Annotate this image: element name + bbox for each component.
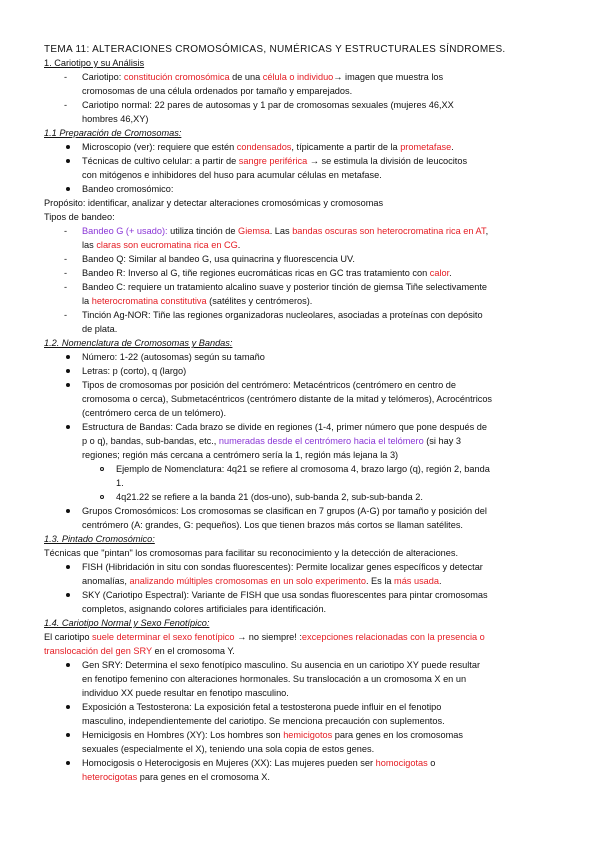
letras-line: Letras: p (corto), q (largo) <box>82 366 187 376</box>
bullet-dot <box>66 565 70 569</box>
sky-line-1: SKY (Cariotipo Espectral): Variante de FISH que usa sondas fluorescentes para pintar cromosomas <box>82 590 488 600</box>
bullet-dot <box>66 705 70 709</box>
bullet-dot <box>66 663 70 667</box>
bullet-dot <box>66 733 70 737</box>
tecnicas-line-1: Técnicas de cultivo celular: a partir de sangre periférica → se estimula la división de leucocitos <box>82 156 468 166</box>
pintado-intro-line: Técnicas que "pintan" los cromosomas para facilitar su reconocimiento y la detección de alteraciones. <box>44 548 459 558</box>
hemicigosis-line-1: Hemicigosis en Hombres (XY): Los hombres son hemicigotos para genes en los cromosomas <box>82 730 463 740</box>
cariotipo-normal-line-2: hombres 46,XY) <box>82 114 149 124</box>
bullet-dot <box>66 761 70 765</box>
dash-bullet: - <box>64 268 68 278</box>
bandeo-c-line-2: la heterocromatina constitutiva (satélites y centrómeros). <box>82 296 313 306</box>
grupos-line-1: Grupos Cromosómicos: Los cromosomas se clasifican en 7 grupos (A-G) por tamaño y posición del <box>82 506 487 516</box>
bullet-dot <box>66 383 70 387</box>
section-heading-1-4: 1.4. Cariotipo Normal y Sexo Fenotípico: <box>44 618 210 628</box>
cariotipo-line-2: cromosomas de una célula ordenados por tamaño y emparejados. <box>82 86 353 96</box>
dash-bullet: - <box>64 282 68 292</box>
bandeo-r-line: Bandeo R: Inverso al G, tiñe regiones eucromáticas ricas en GC tras tratamiento con calor. <box>82 268 452 278</box>
bullet-dot <box>66 159 70 163</box>
dash-bullet: - <box>64 226 68 236</box>
sky-line-2: completos, asignando colores artificiales para identificación. <box>82 604 327 614</box>
fish-line-2: anomalías, analizando múltiples cromosomas en un solo experimento. Es la más usada. <box>82 576 442 586</box>
bandeo-c-line-1: Bandeo C: requiere un tratamiento alcalino suave y posterior tinción de giemsa Tiñe selectivamente <box>82 282 487 292</box>
dash-bullet: - <box>64 310 68 320</box>
sexo-intro-line-2: translocación del gen SRY en el cromosoma Y. <box>44 646 235 656</box>
cariotipo-normal-line-1: Cariotipo normal: 22 pares de autosomas y 1 par de cromosomas sexuales (mujeres 46,XX <box>82 100 454 110</box>
grupos-line-2: centrómero (A: grandes, G: pequeños). Los que tienen brazos más cortos se llaman satélites. <box>82 520 463 530</box>
ejemplo2-line: 4q21.22 se refiere a la banda 21 (dos-uno), sub-banda 2, sub-sub-banda 2. <box>116 492 423 502</box>
bullet-dot <box>66 509 70 513</box>
section-heading-1: 1. Cariotipo y su Análisis <box>44 58 145 68</box>
page-title: TEMA 11: ALTERACIONES CROMOSÓMICAS, NUMÉRICAS Y ESTRUCTURALES SÍNDROMES. <box>44 44 506 55</box>
tipos-cromosomas-line-1: Tipos de cromosomas por posición del centrómero: Metacéntricos (centrómero en centro de <box>82 380 456 390</box>
bullet-dot <box>66 355 70 359</box>
bullet-dot <box>66 187 70 191</box>
section-heading-1-3: 1.3. Pintado Cromosómico: <box>44 534 155 544</box>
estructura-line-3: regiones; región más cercana a centrómero sería la 1, región más lejana la 3) <box>82 450 399 460</box>
tipos-bandeo-line: Tipos de bandeo: <box>44 212 115 222</box>
ag-nor-line-2: de plata. <box>82 324 118 334</box>
microscopio-line: Microscopio (ver): requiere que estén condensados, típicamente a partir de la prometafase. <box>82 142 454 152</box>
bullet-dot <box>66 369 70 373</box>
bandeo-q-line: Bandeo Q: Similar al bandeo G, usa quinacrina y fluorescencia UV. <box>82 254 355 264</box>
numero-line: Número: 1-22 (autosomas) según su tamaño <box>82 352 265 362</box>
sexo-intro-line-1: El cariotipo suele determinar el sexo fenotípico → no siempre! :excepciones relacionadas con la presencia o <box>44 632 485 642</box>
tipos-cromosomas-line-2: cromosoma o cerca), Submetacéntricos (centrómero distante de la mitad y telómeros), Acrocéntricos <box>82 394 493 404</box>
estructura-line-1: Estructura de Bandas: Cada brazo se divide en regiones (1-4, primer número que pone después de <box>82 422 488 432</box>
tecnicas-line-2: con mitógenos e inhibidores del huso para acumular células en metafase. <box>82 170 382 180</box>
estructura-line-2: p o q), bandas, sub-bandas, etc., numeradas desde el centrómero hacia el telómero (si hay 3 <box>82 436 461 446</box>
section-heading-1-1: 1.1 Preparación de Cromosomas: <box>44 128 182 138</box>
dash-bullet: - <box>64 72 68 82</box>
section-heading-1-2: 1.2. Nomenclatura de Cromosomas y Bandas: <box>44 338 233 348</box>
sub-bullet-ring <box>100 467 104 471</box>
bullet-dot <box>66 145 70 149</box>
bandeo-g-line-1: Bandeo G (+ usado): utiliza tinción de Giemsa. Las bandas oscuras son heterocromatina rica en AT, <box>82 226 489 236</box>
homocigosis-line-1: Homocigosis o Heterocigosis en Mujeres (XX): Las mujeres pueden ser homocigotas o <box>82 758 436 768</box>
sub-bullet-ring <box>100 495 104 499</box>
bandeo-line: Bandeo cromosómico: <box>82 184 174 194</box>
proposito-line: Propósito: identificar, analizar y detectar alteraciones cromosómicas y cromosomas <box>44 198 384 208</box>
sry-line-1: Gen SRY: Determina el sexo fenotípico masculino. Su ausencia en un cariotipo XY puede resultar <box>82 660 481 670</box>
bullet-dot <box>66 425 70 429</box>
hemicigosis-line-2: sexuales (especialmente el X), teniendo una sola copia de estos genes. <box>82 744 375 754</box>
bullet-dot <box>66 593 70 597</box>
cariotipo-line-1: Cariotipo: constitución cromosómica de una célula o individuo→ imagen que muestra los <box>82 72 444 82</box>
exposicion-line-2: masculino, independientemente del cariotipo. Se menciona precaución con suplementos. <box>82 716 445 726</box>
ag-nor-line-1: Tinción Ag-NOR: Tiñe las regiones organizadoras nucleolares, asociadas a proteínas con depósito <box>82 310 483 320</box>
dash-bullet: - <box>64 254 68 264</box>
bandeo-g-line-2: las claras son eucromatina rica en CG. <box>82 240 241 250</box>
homocigosis-line-2: heterocigotas para genes en el cromosoma X. <box>82 772 270 782</box>
sry-line-3: individuo XX puede resultar en fenotipo masculino. <box>82 688 289 698</box>
dash-bullet: - <box>64 100 68 110</box>
ejemplo-line-2: 1. <box>116 478 124 488</box>
sry-line-2: en fenotipo femenino con alteraciones hormonales. Su translocación a un cromosoma X en un <box>82 674 467 684</box>
fish-line-1: FISH (Hibridación in situ con sondas fluorescentes): Permite localizar genes específicos y detectar <box>82 562 483 572</box>
ejemplo-line-1: Ejemplo de Nomenclatura: 4q21 se refiere al cromosoma 4, brazo largo (q), región 2, banda <box>116 464 490 474</box>
exposicion-line-1: Exposición a Testosterona: La exposición fetal a testosterona puede influir en el fenotipo <box>82 702 442 712</box>
tipos-cromosomas-line-3: (centrómero cerca de un telómero). <box>82 408 226 418</box>
